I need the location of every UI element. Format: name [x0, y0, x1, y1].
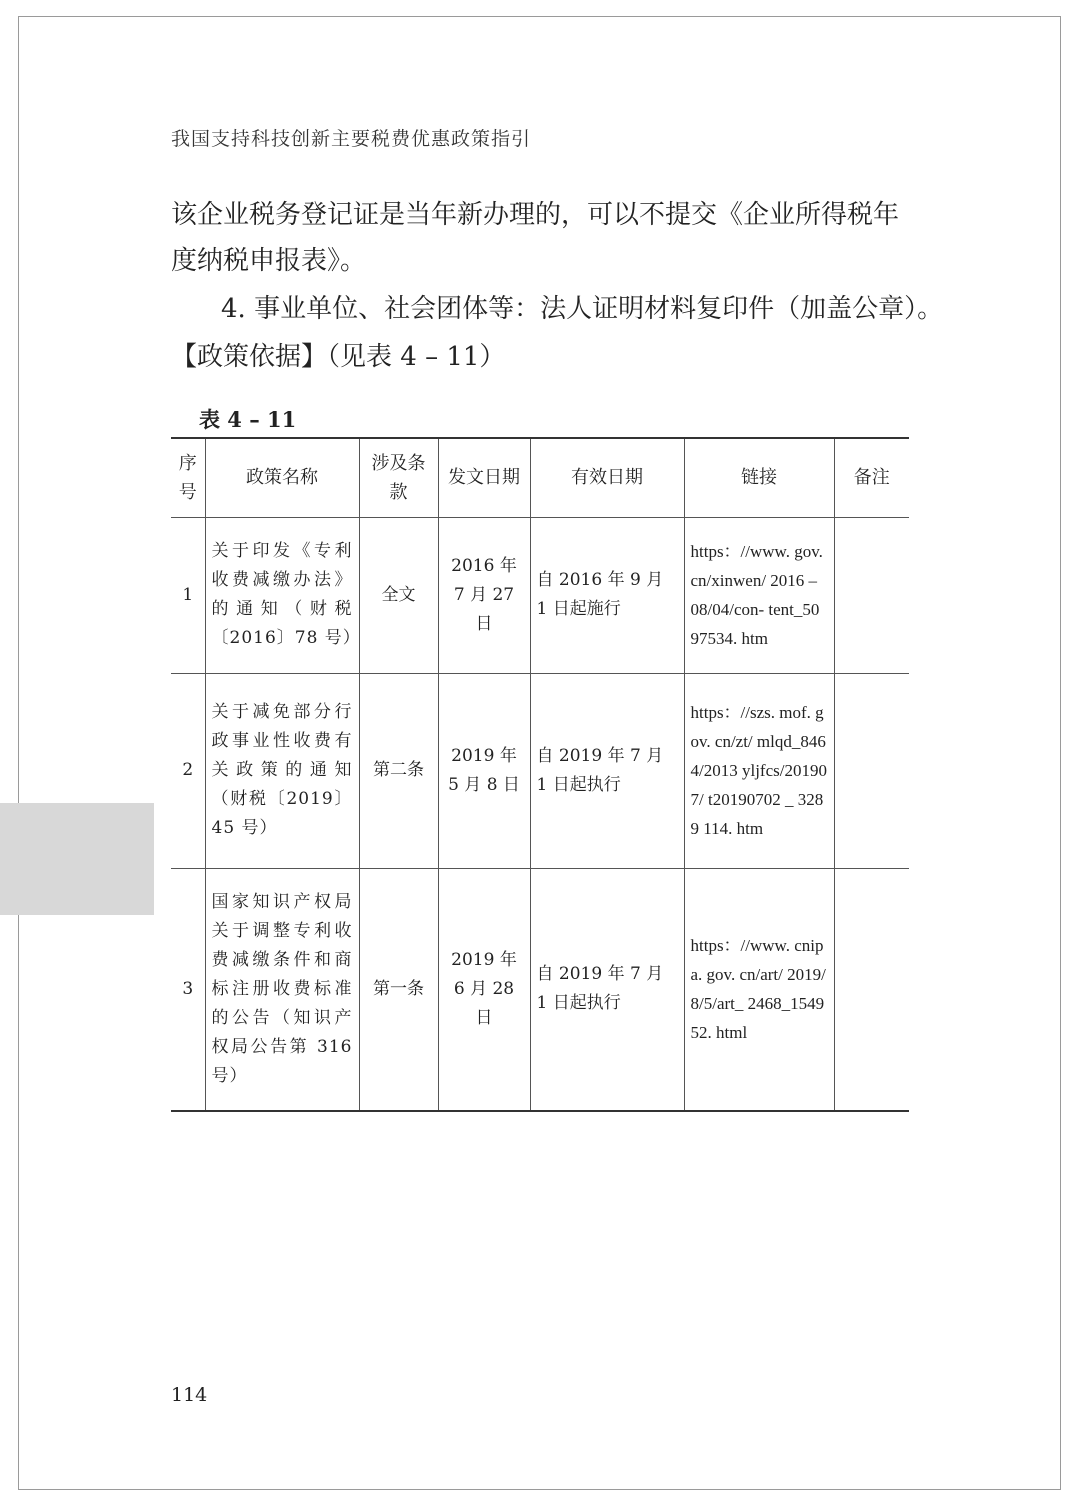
cell-link[interactable]: https：//www. gov. cn/xinwen/ 2016 – 08/04/con- tent_5097534. htm	[684, 517, 834, 673]
margin-tab	[0, 803, 154, 915]
policy-basis-heading: 【政策依据】（见表 4 – 11）	[171, 342, 506, 372]
paragraph-line: 该企业税务登记证是当年新办理的，可以不提交《企业所得税年	[171, 200, 900, 230]
cell-note	[834, 868, 909, 1111]
cell-num: 1	[171, 517, 205, 673]
cell-date: 2019 年 6 月 28 日	[438, 868, 530, 1111]
cell-effective: 自 2019 年 7 月 1 日起执行	[530, 673, 684, 868]
cell-clause: 第二条	[359, 673, 438, 868]
cell-name: 国家知识产权局关于调整专利收费减缴条件和商标注册收费标准的公告（知识产权局公告第 316 号）	[205, 868, 359, 1111]
table-row	[171, 517, 909, 673]
cell-link[interactable]: https：//www. cnipa. gov. cn/art/ 2019/8/5/art_ 2468_154952. html	[684, 868, 834, 1111]
header-name: 政策名称	[205, 438, 359, 517]
header-date: 发文日期	[438, 438, 530, 517]
table-header-row	[171, 438, 909, 517]
list-item-4: 4. 事业单位、社会团体等：法人证明材料复印件（加盖公章）。	[221, 294, 944, 324]
header-link: 链接	[684, 438, 834, 517]
header-effective: 有效日期	[530, 438, 684, 517]
cell-num: 3	[171, 868, 205, 1111]
cell-clause: 全文	[359, 517, 438, 673]
header-num: 序号	[171, 438, 205, 517]
cell-note	[834, 517, 909, 673]
cell-num: 2	[171, 673, 205, 868]
cell-effective: 自 2016 年 9 月 1 日起施行	[530, 517, 684, 673]
policy-table	[171, 437, 909, 1112]
cell-name: 关于印发《专利收费减缴办法》的通知（财税〔2016〕78 号）	[205, 517, 359, 673]
table-caption: 表 4 – 11	[199, 407, 297, 432]
page-number: 114	[171, 1384, 208, 1406]
cell-date: 2019 年 5 月 8 日	[438, 673, 530, 868]
cell-date: 2016 年 7 月 27 日	[438, 517, 530, 673]
cell-clause: 第一条	[359, 868, 438, 1111]
cell-note	[834, 673, 909, 868]
cell-effective: 自 2019 年 7 月 1 日起执行	[530, 868, 684, 1111]
running-head: 我国支持科技创新主要税费优惠政策指引	[171, 128, 532, 150]
paragraph-line: 度纳税申报表》。	[171, 246, 367, 276]
header-clause: 涉及条款	[359, 438, 438, 517]
cell-name: 关于减免部分行政事业性收费有关政策的通知（财税〔2019〕45 号）	[205, 673, 359, 868]
table-row	[171, 673, 909, 868]
table-row	[171, 868, 909, 1111]
cell-link[interactable]: https：//szs. mof. gov. cn/zt/ mlqd_8464/2013 yljfcs/201907/ t20190702 _ 3289 114. htm	[684, 673, 834, 868]
header-note: 备注	[834, 438, 909, 517]
